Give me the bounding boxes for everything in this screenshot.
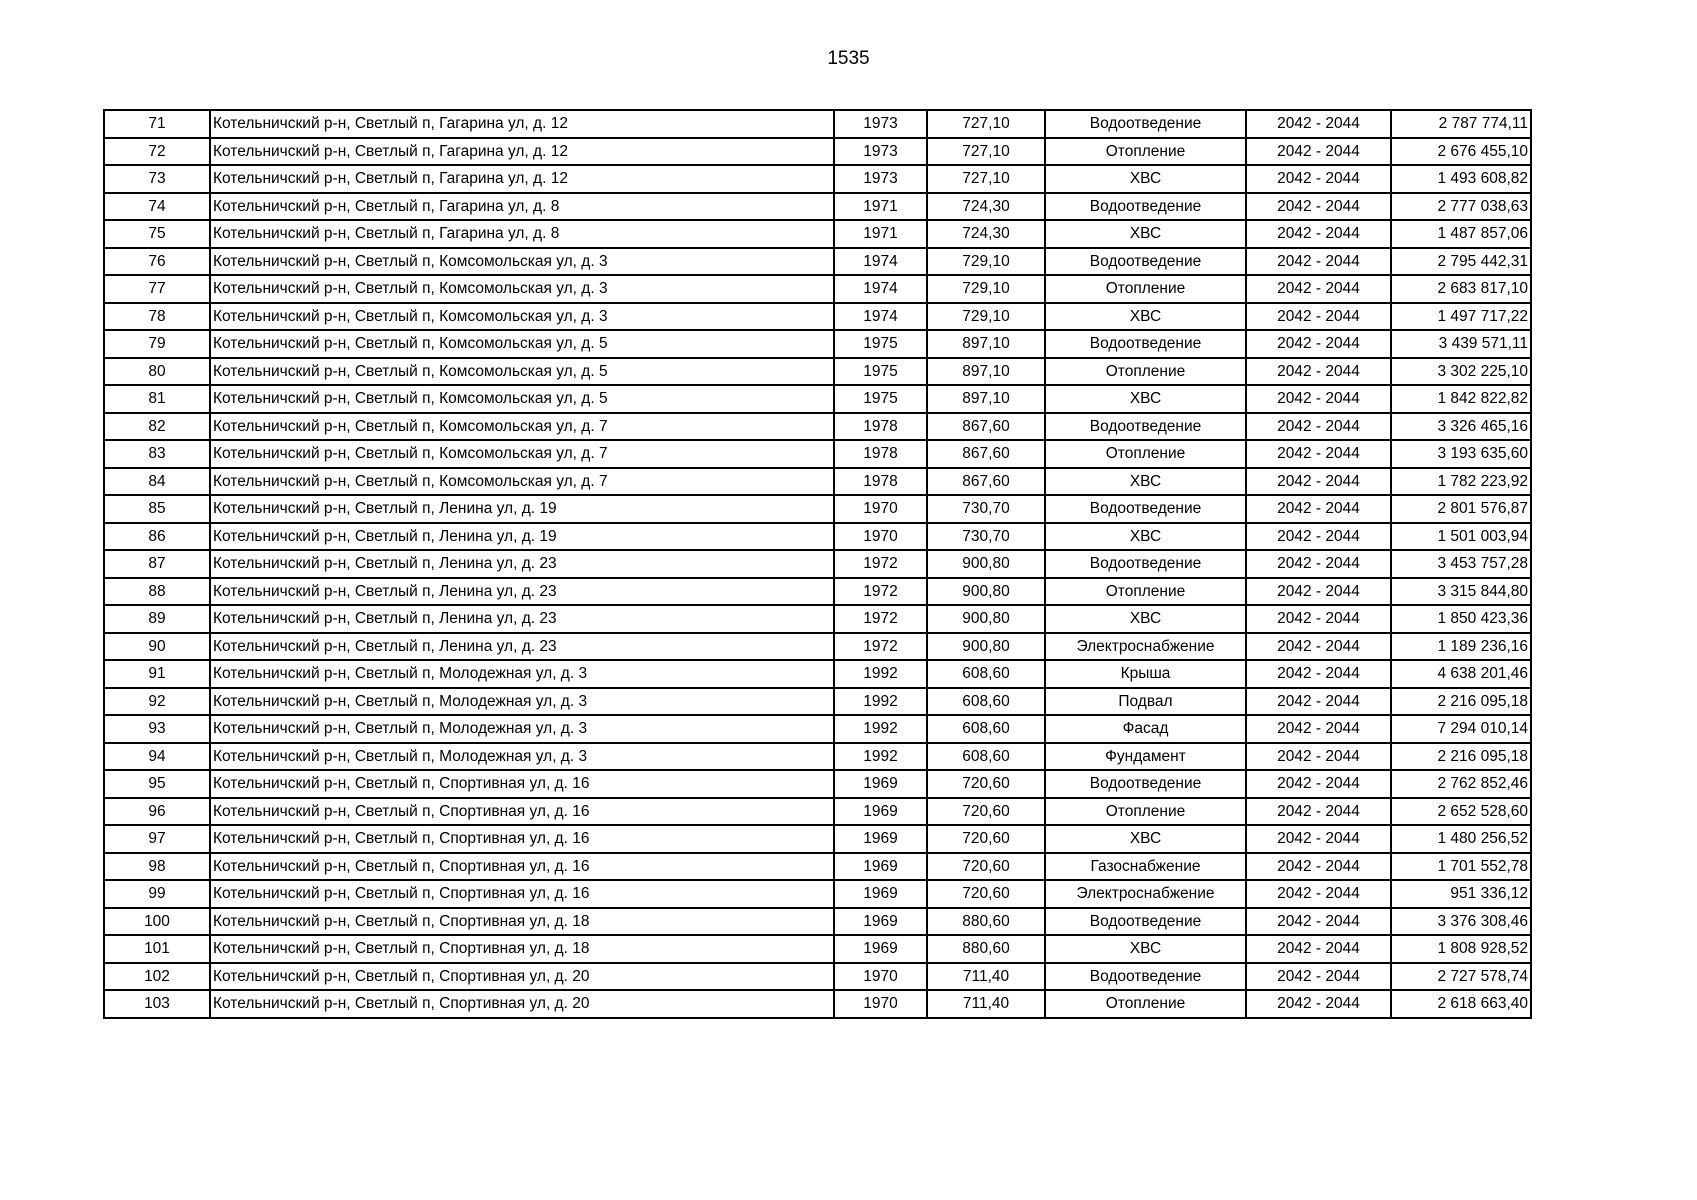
table-row <box>104 468 1531 496</box>
address-cell: Котельничский р-н, Светлый п, Спортивная ул, д. 16 <box>210 770 834 798</box>
cost-cell: 1 782 223,92 <box>1391 468 1531 496</box>
work-type-cell: ХВС <box>1045 825 1246 853</box>
cost-cell: 2 762 852,46 <box>1391 770 1531 798</box>
cost-cell: 2 676 455,10 <box>1391 138 1531 166</box>
year-built-cell: 1973 <box>834 165 927 193</box>
address-cell: Котельничский р-н, Светлый п, Комсомольская ул, д. 7 <box>210 440 834 468</box>
work-type-cell: ХВС <box>1045 605 1246 633</box>
work-type-cell: Отопление <box>1045 578 1246 606</box>
year-built-cell: 1969 <box>834 935 927 963</box>
cost-cell: 3 326 465,16 <box>1391 413 1531 441</box>
cost-cell: 1 189 236,16 <box>1391 633 1531 661</box>
period-cell: 2042 - 2044 <box>1246 468 1391 496</box>
cost-cell: 3 302 225,10 <box>1391 358 1531 386</box>
row-number: 90 <box>104 633 210 661</box>
area-cell: 867,60 <box>927 468 1045 496</box>
work-type-cell: Водоотведение <box>1045 413 1246 441</box>
year-built-cell: 1971 <box>834 220 927 248</box>
work-type-cell: Крыша <box>1045 660 1246 688</box>
row-number: 102 <box>104 963 210 991</box>
area-cell: 729,10 <box>927 275 1045 303</box>
period-cell: 2042 - 2044 <box>1246 825 1391 853</box>
address-cell: Котельничский р-н, Светлый п, Комсомольская ул, д. 3 <box>210 275 834 303</box>
table-row <box>104 660 1531 688</box>
address-cell: Котельничский р-н, Светлый п, Комсомольская ул, д. 7 <box>210 468 834 496</box>
address-cell: Котельничский р-н, Светлый п, Ленина ул, д. 23 <box>210 633 834 661</box>
address-cell: Котельничский р-н, Светлый п, Ленина ул, д. 23 <box>210 578 834 606</box>
cost-cell: 1 501 003,94 <box>1391 523 1531 551</box>
area-cell: 608,60 <box>927 660 1045 688</box>
row-number: 78 <box>104 303 210 331</box>
cost-cell: 3 453 757,28 <box>1391 550 1531 578</box>
year-built-cell: 1974 <box>834 303 927 331</box>
cost-cell: 2 683 817,10 <box>1391 275 1531 303</box>
year-built-cell: 1970 <box>834 495 927 523</box>
row-number: 85 <box>104 495 210 523</box>
row-number: 88 <box>104 578 210 606</box>
period-cell: 2042 - 2044 <box>1246 165 1391 193</box>
row-number: 74 <box>104 193 210 221</box>
period-cell: 2042 - 2044 <box>1246 523 1391 551</box>
address-cell: Котельничский р-н, Светлый п, Комсомольская ул, д. 3 <box>210 248 834 276</box>
area-cell: 727,10 <box>927 138 1045 166</box>
address-cell: Котельничский р-н, Светлый п, Комсомольская ул, д. 5 <box>210 330 834 358</box>
row-number: 96 <box>104 798 210 826</box>
row-number: 91 <box>104 660 210 688</box>
table-row <box>104 633 1531 661</box>
period-cell: 2042 - 2044 <box>1246 633 1391 661</box>
address-cell: Котельничский р-н, Светлый п, Комсомольская ул, д. 7 <box>210 413 834 441</box>
row-number: 73 <box>104 165 210 193</box>
table-row <box>104 110 1531 138</box>
area-cell: 724,30 <box>927 220 1045 248</box>
year-built-cell: 1974 <box>834 275 927 303</box>
area-cell: 897,10 <box>927 358 1045 386</box>
row-number: 77 <box>104 275 210 303</box>
work-type-cell: Электроснабжение <box>1045 633 1246 661</box>
year-built-cell: 1992 <box>834 688 927 716</box>
area-cell: 608,60 <box>927 743 1045 771</box>
area-cell: 897,10 <box>927 330 1045 358</box>
table-row <box>104 248 1531 276</box>
area-cell: 729,10 <box>927 303 1045 331</box>
year-built-cell: 1978 <box>834 440 927 468</box>
row-number: 71 <box>104 110 210 138</box>
period-cell: 2042 - 2044 <box>1246 715 1391 743</box>
work-type-cell: Водоотведение <box>1045 495 1246 523</box>
address-cell: Котельничский р-н, Светлый п, Спортивная ул, д. 20 <box>210 963 834 991</box>
address-cell: Котельничский р-н, Светлый п, Спортивная ул, д. 16 <box>210 798 834 826</box>
address-cell: Котельничский р-н, Светлый п, Молодежная ул, д. 3 <box>210 715 834 743</box>
work-type-cell: ХВС <box>1045 165 1246 193</box>
address-cell: Котельничский р-н, Светлый п, Комсомольская ул, д. 5 <box>210 385 834 413</box>
table-row <box>104 578 1531 606</box>
cost-cell: 3 376 308,46 <box>1391 908 1531 936</box>
cost-cell: 2 727 578,74 <box>1391 963 1531 991</box>
table-row <box>104 165 1531 193</box>
cost-cell: 7 294 010,14 <box>1391 715 1531 743</box>
table-row <box>104 770 1531 798</box>
address-cell: Котельничский р-н, Светлый п, Гагарина ул, д. 8 <box>210 220 834 248</box>
work-type-cell: Водоотведение <box>1045 248 1246 276</box>
repair-schedule-table <box>103 109 1532 1019</box>
address-cell: Котельничский р-н, Светлый п, Молодежная ул, д. 3 <box>210 688 834 716</box>
cost-cell: 1 850 423,36 <box>1391 605 1531 633</box>
cost-cell: 1 701 552,78 <box>1391 853 1531 881</box>
table-row <box>104 330 1531 358</box>
year-built-cell: 1970 <box>834 990 927 1018</box>
period-cell: 2042 - 2044 <box>1246 440 1391 468</box>
year-built-cell: 1970 <box>834 963 927 991</box>
cost-cell: 2 795 442,31 <box>1391 248 1531 276</box>
year-built-cell: 1969 <box>834 853 927 881</box>
year-built-cell: 1972 <box>834 550 927 578</box>
table-row <box>104 220 1531 248</box>
area-cell: 900,80 <box>927 578 1045 606</box>
address-cell: Котельничский р-н, Светлый п, Молодежная ул, д. 3 <box>210 660 834 688</box>
row-number: 87 <box>104 550 210 578</box>
year-built-cell: 1971 <box>834 193 927 221</box>
cost-cell: 1 487 857,06 <box>1391 220 1531 248</box>
row-number: 76 <box>104 248 210 276</box>
address-cell: Котельничский р-н, Светлый п, Ленина ул, д. 23 <box>210 550 834 578</box>
address-cell: Котельничский р-н, Светлый п, Спортивная ул, д. 20 <box>210 990 834 1018</box>
row-number: 98 <box>104 853 210 881</box>
table-row <box>104 440 1531 468</box>
year-built-cell: 1975 <box>834 385 927 413</box>
table-row <box>104 825 1531 853</box>
address-cell: Котельничский р-н, Светлый п, Гагарина ул, д. 12 <box>210 110 834 138</box>
table-row <box>104 908 1531 936</box>
work-type-cell: Электроснабжение <box>1045 880 1246 908</box>
work-type-cell: ХВС <box>1045 220 1246 248</box>
address-cell: Котельничский р-н, Светлый п, Комсомольская ул, д. 5 <box>210 358 834 386</box>
row-number: 89 <box>104 605 210 633</box>
area-cell: 727,10 <box>927 165 1045 193</box>
work-type-cell: Водоотведение <box>1045 908 1246 936</box>
table-row <box>104 605 1531 633</box>
address-cell: Котельничский р-н, Светлый п, Спортивная ул, д. 18 <box>210 908 834 936</box>
address-cell: Котельничский р-н, Светлый п, Гагарина ул, д. 8 <box>210 193 834 221</box>
period-cell: 2042 - 2044 <box>1246 385 1391 413</box>
period-cell: 2042 - 2044 <box>1246 220 1391 248</box>
period-cell: 2042 - 2044 <box>1246 138 1391 166</box>
row-number: 93 <box>104 715 210 743</box>
cost-cell: 2 618 663,40 <box>1391 990 1531 1018</box>
cost-cell: 3 315 844,80 <box>1391 578 1531 606</box>
period-cell: 2042 - 2044 <box>1246 550 1391 578</box>
cost-cell: 2 216 095,18 <box>1391 688 1531 716</box>
address-cell: Котельничский р-н, Светлый п, Спортивная ул, д. 16 <box>210 853 834 881</box>
year-built-cell: 1973 <box>834 110 927 138</box>
area-cell: 724,30 <box>927 193 1045 221</box>
address-cell: Котельничский р-н, Светлый п, Ленина ул, д. 23 <box>210 605 834 633</box>
address-cell: Котельничский р-н, Светлый п, Ленина ул, д. 19 <box>210 523 834 551</box>
area-cell: 720,60 <box>927 798 1045 826</box>
cost-cell: 1 842 822,82 <box>1391 385 1531 413</box>
table-row <box>104 550 1531 578</box>
cost-cell: 2 787 774,11 <box>1391 110 1531 138</box>
year-built-cell: 1973 <box>834 138 927 166</box>
cost-cell: 4 638 201,46 <box>1391 660 1531 688</box>
area-cell: 730,70 <box>927 523 1045 551</box>
year-built-cell: 1969 <box>834 908 927 936</box>
area-cell: 729,10 <box>927 248 1045 276</box>
work-type-cell: Водоотведение <box>1045 110 1246 138</box>
work-type-cell: Водоотведение <box>1045 770 1246 798</box>
work-type-cell: Газоснабжение <box>1045 853 1246 881</box>
cost-cell: 2 777 038,63 <box>1391 193 1531 221</box>
period-cell: 2042 - 2044 <box>1246 853 1391 881</box>
work-type-cell: Водоотведение <box>1045 550 1246 578</box>
table-row <box>104 743 1531 771</box>
year-built-cell: 1969 <box>834 880 927 908</box>
table-row <box>104 385 1531 413</box>
area-cell: 867,60 <box>927 440 1045 468</box>
year-built-cell: 1972 <box>834 578 927 606</box>
address-cell: Котельничский р-н, Светлый п, Ленина ул, д. 19 <box>210 495 834 523</box>
work-type-cell: Водоотведение <box>1045 963 1246 991</box>
work-type-cell: Отопление <box>1045 358 1246 386</box>
area-cell: 608,60 <box>927 688 1045 716</box>
area-cell: 867,60 <box>927 413 1045 441</box>
period-cell: 2042 - 2044 <box>1246 660 1391 688</box>
page-number: 1535 <box>827 48 870 69</box>
row-number: 100 <box>104 908 210 936</box>
period-cell: 2042 - 2044 <box>1246 605 1391 633</box>
table-body <box>104 110 1531 1018</box>
work-type-cell: ХВС <box>1045 935 1246 963</box>
period-cell: 2042 - 2044 <box>1246 303 1391 331</box>
row-number: 95 <box>104 770 210 798</box>
period-cell: 2042 - 2044 <box>1246 908 1391 936</box>
work-type-cell: Фундамент <box>1045 743 1246 771</box>
area-cell: 880,60 <box>927 908 1045 936</box>
period-cell: 2042 - 2044 <box>1246 990 1391 1018</box>
address-cell: Котельничский р-н, Светлый п, Спортивная ул, д. 16 <box>210 825 834 853</box>
area-cell: 897,10 <box>927 385 1045 413</box>
row-number: 75 <box>104 220 210 248</box>
area-cell: 880,60 <box>927 935 1045 963</box>
year-built-cell: 1975 <box>834 358 927 386</box>
cost-cell: 2 216 095,18 <box>1391 743 1531 771</box>
address-cell: Котельничский р-н, Светлый п, Гагарина ул, д. 12 <box>210 165 834 193</box>
row-number: 99 <box>104 880 210 908</box>
period-cell: 2042 - 2044 <box>1246 578 1391 606</box>
area-cell: 711,40 <box>927 963 1045 991</box>
work-type-cell: ХВС <box>1045 523 1246 551</box>
work-type-cell: Отопление <box>1045 440 1246 468</box>
year-built-cell: 1969 <box>834 770 927 798</box>
row-number: 82 <box>104 413 210 441</box>
address-cell: Котельничский р-н, Светлый п, Молодежная ул, д. 3 <box>210 743 834 771</box>
row-number: 103 <box>104 990 210 1018</box>
table-row <box>104 880 1531 908</box>
area-cell: 730,70 <box>927 495 1045 523</box>
area-cell: 900,80 <box>927 550 1045 578</box>
period-cell: 2042 - 2044 <box>1246 880 1391 908</box>
table-row <box>104 193 1531 221</box>
cost-cell: 3 193 635,60 <box>1391 440 1531 468</box>
period-cell: 2042 - 2044 <box>1246 935 1391 963</box>
period-cell: 2042 - 2044 <box>1246 413 1391 441</box>
row-number: 92 <box>104 688 210 716</box>
work-type-cell: Подвал <box>1045 688 1246 716</box>
table-row <box>104 413 1531 441</box>
area-cell: 720,60 <box>927 853 1045 881</box>
area-cell: 900,80 <box>927 633 1045 661</box>
table-row <box>104 798 1531 826</box>
work-type-cell: Отопление <box>1045 990 1246 1018</box>
table-row <box>104 138 1531 166</box>
work-type-cell: ХВС <box>1045 385 1246 413</box>
cost-cell: 2 801 576,87 <box>1391 495 1531 523</box>
work-type-cell: ХВС <box>1045 468 1246 496</box>
area-cell: 608,60 <box>927 715 1045 743</box>
row-number: 80 <box>104 358 210 386</box>
period-cell: 2042 - 2044 <box>1246 688 1391 716</box>
table-row <box>104 935 1531 963</box>
table-row <box>104 688 1531 716</box>
row-number: 81 <box>104 385 210 413</box>
area-cell: 720,60 <box>927 825 1045 853</box>
period-cell: 2042 - 2044 <box>1246 193 1391 221</box>
table-row <box>104 358 1531 386</box>
year-built-cell: 1978 <box>834 413 927 441</box>
table-row <box>104 275 1531 303</box>
period-cell: 2042 - 2044 <box>1246 495 1391 523</box>
area-cell: 720,60 <box>927 770 1045 798</box>
table-row <box>104 990 1531 1018</box>
period-cell: 2042 - 2044 <box>1246 330 1391 358</box>
period-cell: 2042 - 2044 <box>1246 963 1391 991</box>
row-number: 94 <box>104 743 210 771</box>
row-number: 83 <box>104 440 210 468</box>
address-cell: Котельничский р-н, Светлый п, Комсомольская ул, д. 3 <box>210 303 834 331</box>
period-cell: 2042 - 2044 <box>1246 248 1391 276</box>
period-cell: 2042 - 2044 <box>1246 275 1391 303</box>
cost-cell: 3 439 571,11 <box>1391 330 1531 358</box>
cost-cell: 1 480 256,52 <box>1391 825 1531 853</box>
table-row <box>104 303 1531 331</box>
table-row <box>104 495 1531 523</box>
year-built-cell: 1992 <box>834 660 927 688</box>
period-cell: 2042 - 2044 <box>1246 743 1391 771</box>
address-cell: Котельничский р-н, Светлый п, Гагарина ул, д. 12 <box>210 138 834 166</box>
area-cell: 720,60 <box>927 880 1045 908</box>
cost-cell: 951 336,12 <box>1391 880 1531 908</box>
work-type-cell: Водоотведение <box>1045 330 1246 358</box>
work-type-cell: Фасад <box>1045 715 1246 743</box>
period-cell: 2042 - 2044 <box>1246 358 1391 386</box>
address-cell: Котельничский р-н, Светлый п, Спортивная ул, д. 18 <box>210 935 834 963</box>
row-number: 97 <box>104 825 210 853</box>
table-row <box>104 715 1531 743</box>
work-type-cell: Отопление <box>1045 275 1246 303</box>
year-built-cell: 1992 <box>834 715 927 743</box>
work-type-cell: Отопление <box>1045 138 1246 166</box>
cost-cell: 2 652 528,60 <box>1391 798 1531 826</box>
cost-cell: 1 808 928,52 <box>1391 935 1531 963</box>
year-built-cell: 1969 <box>834 825 927 853</box>
work-type-cell: Водоотведение <box>1045 193 1246 221</box>
year-built-cell: 1970 <box>834 523 927 551</box>
year-built-cell: 1972 <box>834 633 927 661</box>
cost-cell: 1 497 717,22 <box>1391 303 1531 331</box>
period-cell: 2042 - 2044 <box>1246 110 1391 138</box>
area-cell: 711,40 <box>927 990 1045 1018</box>
table-row <box>104 853 1531 881</box>
period-cell: 2042 - 2044 <box>1246 770 1391 798</box>
table-row <box>104 963 1531 991</box>
period-cell: 2042 - 2044 <box>1246 798 1391 826</box>
year-built-cell: 1978 <box>834 468 927 496</box>
year-built-cell: 1974 <box>834 248 927 276</box>
year-built-cell: 1975 <box>834 330 927 358</box>
work-type-cell: Отопление <box>1045 798 1246 826</box>
row-number: 86 <box>104 523 210 551</box>
row-number: 79 <box>104 330 210 358</box>
row-number: 101 <box>104 935 210 963</box>
area-cell: 900,80 <box>927 605 1045 633</box>
cost-cell: 1 493 608,82 <box>1391 165 1531 193</box>
year-built-cell: 1969 <box>834 798 927 826</box>
area-cell: 727,10 <box>927 110 1045 138</box>
table-row <box>104 523 1531 551</box>
address-cell: Котельничский р-н, Светлый п, Спортивная ул, д. 16 <box>210 880 834 908</box>
work-type-cell: ХВС <box>1045 303 1246 331</box>
year-built-cell: 1992 <box>834 743 927 771</box>
year-built-cell: 1972 <box>834 605 927 633</box>
row-number: 72 <box>104 138 210 166</box>
row-number: 84 <box>104 468 210 496</box>
